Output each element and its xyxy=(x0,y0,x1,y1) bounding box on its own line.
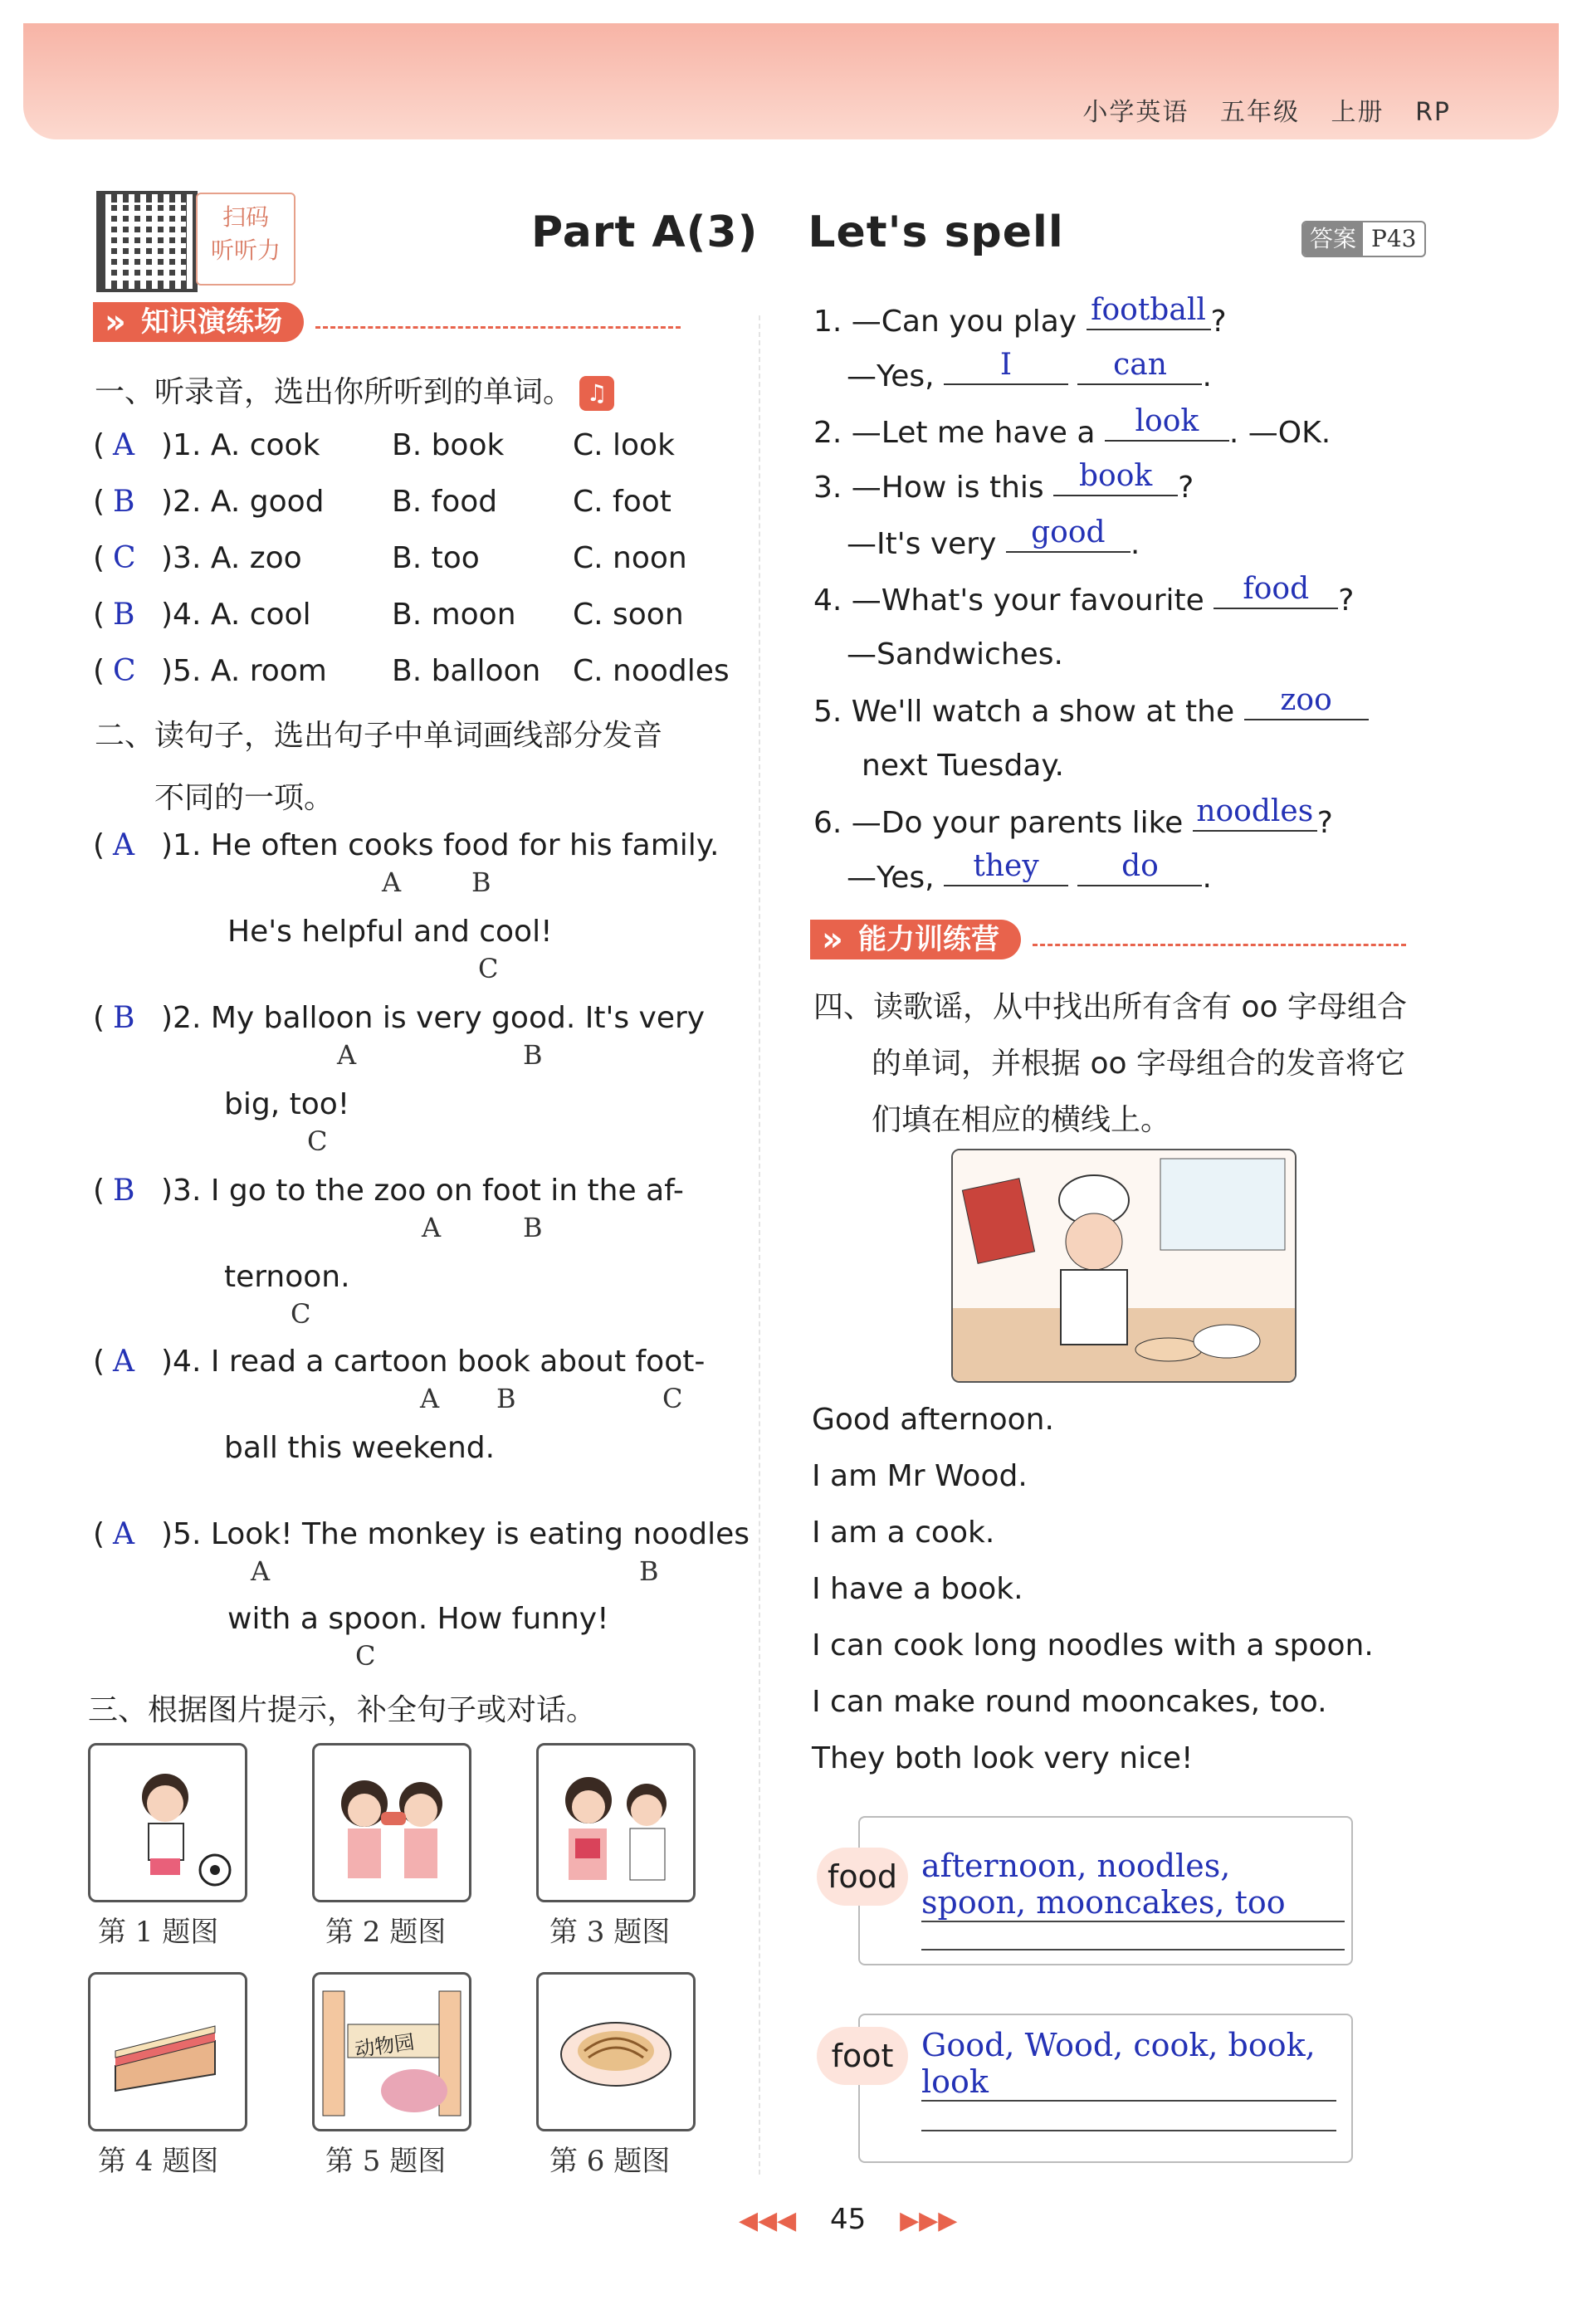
answer-blank[interactable]: look xyxy=(1105,403,1229,442)
label-a: A xyxy=(251,1555,271,1587)
answer-reference: 答案 P43 xyxy=(1301,221,1426,257)
fill-6a: 6. —Do your parents like noodles ? xyxy=(813,794,1333,840)
answer-letter[interactable]: B xyxy=(113,485,135,519)
answer-blank[interactable]: noodles xyxy=(1193,793,1317,832)
answer-blank[interactable]: food xyxy=(1214,571,1338,609)
q2-item-3-line2: ternoon. xyxy=(224,1260,350,1294)
fill-4b: —Sandwiches. xyxy=(847,637,1063,671)
fill-1b: —Yes, I can . xyxy=(847,348,1212,393)
headphones-icon[interactable]: ♫ xyxy=(579,376,614,411)
label-a: A xyxy=(420,1383,440,1414)
label-c: C xyxy=(662,1383,683,1414)
q2-item-5-line2: with a spoon. How funny! xyxy=(227,1602,609,1636)
label-a: A xyxy=(337,1039,357,1071)
noodle-bowl-icon xyxy=(539,1975,693,2129)
picture-book xyxy=(536,1743,696,1902)
answer-blank[interactable]: do xyxy=(1077,848,1202,886)
fill-4a: 4. —What's your favourite food ? xyxy=(813,572,1355,618)
scan-label: 扫码 听听力 xyxy=(196,193,295,286)
option-c: C. noon xyxy=(573,541,687,575)
label-c: C xyxy=(355,1640,376,1672)
answer-letter[interactable]: C xyxy=(113,541,136,575)
fill-3a: 3. —How is this book ? xyxy=(813,459,1194,505)
option-a: A. cool xyxy=(210,598,311,632)
subject-label: 小学英语 xyxy=(1082,98,1189,127)
option-a: A. room xyxy=(210,654,327,688)
grade-label: 五年级 xyxy=(1219,98,1300,127)
q4-heading: 四、读歌谣，从中找出所有含有 oo 字母组合 的单词，并根据 oo 字母组合的发音将它 们填在相应的横线上。 xyxy=(813,990,1407,1137)
answer-letter[interactable]: B xyxy=(113,598,135,632)
chant-line: I can cook long noodles with a spoon. xyxy=(812,1628,1374,1662)
foot-label: foot xyxy=(817,2027,908,2085)
q1-item: ( C )5. A. room B. balloon C. noodles xyxy=(93,654,730,688)
label-c: C xyxy=(307,1125,328,1157)
answer-blank[interactable]: I xyxy=(944,347,1068,385)
picture-food xyxy=(88,1972,247,2131)
option-b: B. too xyxy=(392,541,480,575)
answer-letter[interactable]: A xyxy=(113,428,135,462)
q2-item-3: ( B )3. I go to the zoo on foot in the af- xyxy=(93,1174,684,1208)
section-ability: » 能力训练营 xyxy=(810,920,1406,959)
label-b: B xyxy=(523,1212,543,1243)
caption-2: 第 2 题图 xyxy=(325,1916,447,1949)
foot-answer[interactable]: Good, Wood, cook, book, look xyxy=(921,2027,1336,2102)
edition-label: RP xyxy=(1415,98,1451,127)
food-answer[interactable]: afternoon, noodles, spoon, mooncakes, too xyxy=(921,1848,1345,1922)
zoo-sign: 动物园 xyxy=(353,2030,416,2062)
q2-item-1-line2: He's helpful and cool! xyxy=(227,915,553,949)
caption-3: 第 3 题图 xyxy=(549,1916,671,1949)
q2-heading: 二、读句子，选出句子中单词画线部分发音 不同的一项。 xyxy=(95,719,663,815)
answer-letter[interactable]: C xyxy=(113,654,136,688)
label-b: B xyxy=(471,867,491,898)
q1-item: ( B )2. A. good B. food C. foot xyxy=(93,485,671,519)
section-practice: » 知识演练场 xyxy=(93,302,681,342)
q2-item-4: ( A )4. I read a cartoon book about foot- xyxy=(93,1345,706,1379)
picture-chef xyxy=(951,1149,1297,1383)
label-c: C xyxy=(478,953,499,984)
chant-line: I am a cook. xyxy=(812,1516,995,1550)
option-c: C. noodles xyxy=(573,654,730,688)
option-b: B. balloon xyxy=(392,654,541,688)
answer-blank[interactable]: zoo xyxy=(1244,682,1369,720)
fill-5a: 5. We'll watch a show at the zoo xyxy=(813,694,1369,732)
option-b: B. food xyxy=(392,485,498,519)
option-a: A. zoo xyxy=(210,541,302,575)
q2-item-1: ( A )1. He often cooks food for his family. xyxy=(93,828,720,862)
page-number: ◀◀◀ 45 ▶▶▶ xyxy=(739,2203,958,2236)
food-extra-line[interactable] xyxy=(921,1949,1345,1950)
option-a: A. cook xyxy=(210,428,320,462)
caption-1: 第 1 题图 xyxy=(98,1916,219,1949)
option-c: C. foot xyxy=(573,485,671,519)
caption-5: 第 5 题图 xyxy=(325,2145,447,2178)
q1-item: ( C )3. A. zoo B. too C. noon xyxy=(93,541,687,575)
label-c: C xyxy=(291,1298,311,1330)
fill-3b: —It's very good . xyxy=(847,515,1140,561)
answer-blank[interactable]: football xyxy=(1087,292,1211,330)
answer-blank[interactable]: they xyxy=(944,848,1068,886)
qr-code-icon[interactable] xyxy=(96,191,198,292)
column-divider xyxy=(759,315,760,2175)
q1-heading: 一、听录音，选出你所听到的单词。 ♫ xyxy=(95,369,614,411)
label-b: B xyxy=(639,1555,659,1587)
answer-blank[interactable]: can xyxy=(1077,347,1202,385)
fill-6b: —Yes, they do . xyxy=(847,849,1212,895)
chant-line: I can make round mooncakes, too. xyxy=(812,1685,1327,1719)
option-b: B. book xyxy=(392,428,505,462)
chef-cooking-icon xyxy=(953,1150,1295,1381)
option-a: A. good xyxy=(210,485,325,519)
answer-blank[interactable]: book xyxy=(1053,458,1178,496)
q2-item-4-line2: ball this weekend. xyxy=(224,1431,496,1465)
picture-zoo xyxy=(312,1972,471,2131)
picture-noodles xyxy=(536,1972,696,2131)
caption-6: 第 6 题图 xyxy=(549,2145,671,2178)
food-label: food xyxy=(817,1848,908,1906)
option-c: C. soon xyxy=(573,598,684,632)
answer-blank[interactable]: good xyxy=(1006,515,1131,553)
q3-heading: 三、根据图片提示，补全句子或对话。 xyxy=(88,1693,597,1727)
foot-extra-line[interactable] xyxy=(921,2130,1336,2131)
next-arrows-icon[interactable]: ▶▶▶ xyxy=(900,2206,958,2235)
chant-line: I am Mr Wood. xyxy=(812,1459,1028,1493)
header-info xyxy=(1061,91,1451,128)
caption-4: 第 4 题图 xyxy=(98,2145,219,2178)
picture-football xyxy=(88,1743,247,1902)
kids-with-book-icon xyxy=(539,1745,693,1900)
label-b: B xyxy=(496,1383,516,1414)
fill-1a: 1. —Can you play football ? xyxy=(813,293,1227,339)
option-c: C. look xyxy=(573,428,675,462)
q2-item-2-line2: big, too! xyxy=(224,1087,350,1121)
fill-5b: next Tuesday. xyxy=(862,749,1064,783)
label-b: B xyxy=(523,1039,543,1071)
chant-line: They both look very nice! xyxy=(812,1741,1194,1775)
chant-line: I have a book. xyxy=(812,1572,1023,1606)
fill-2: 2. —Let me have a look . —OK. xyxy=(813,404,1331,450)
soccer-player-icon xyxy=(90,1745,245,1900)
label-a: A xyxy=(422,1212,442,1243)
q2-item-5: ( A )5. Look! The monkey is eating noodles xyxy=(93,1517,750,1551)
label-a: A xyxy=(382,867,402,898)
kids-looking-icon xyxy=(315,1745,469,1900)
prev-arrows-icon[interactable]: ◀◀◀ xyxy=(739,2206,797,2235)
sandwich-icon xyxy=(90,1975,245,2129)
page-title: Part A(3) Let's spell xyxy=(531,208,1064,257)
q1-item: ( A )1. A. cook B. book C. look xyxy=(93,428,675,462)
q1-item: ( B )4. A. cool B. moon C. soon xyxy=(93,598,684,632)
chant-line: Good afternoon. xyxy=(812,1403,1054,1437)
q2-item-2: ( B )2. My balloon is very good. It's very xyxy=(93,1001,706,1035)
picture-look xyxy=(312,1743,471,1902)
volume-label: 上册 xyxy=(1331,98,1384,127)
option-b: B. moon xyxy=(392,598,516,632)
